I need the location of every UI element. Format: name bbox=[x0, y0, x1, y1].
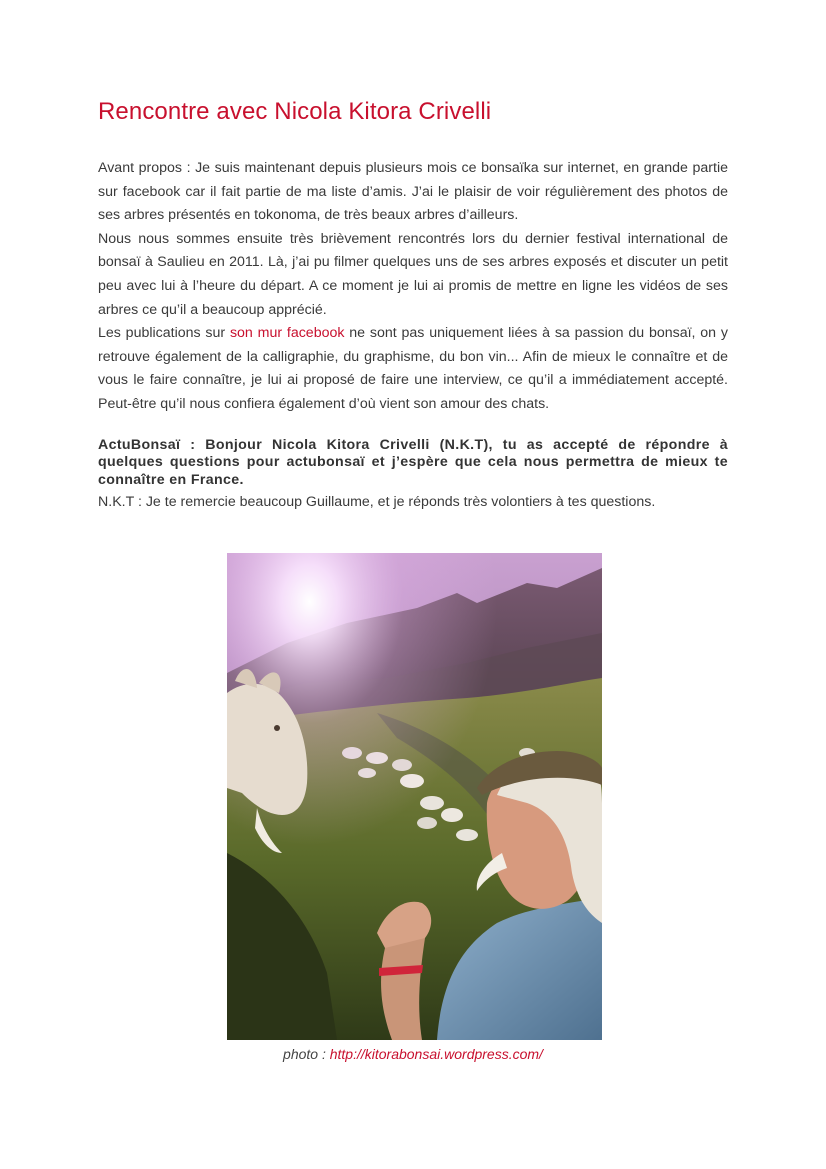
document-page bbox=[98, 94, 728, 513]
interview-answer: N.K.T : Je te remercie beaucoup Guillaume, et je réponds très volontiers à tes questions. bbox=[98, 494, 656, 511]
intro-paragraph-3 bbox=[98, 322, 728, 416]
photo-caption bbox=[0, 1044, 826, 1064]
interview-question: ActuBonsaï : Bonjour Nicola Kitora Crivelli (N.K.T), tu as accepté de répondre à quelques questions pour actubonsaï et j’espère que cela nous permettra de mieux te connaître en France. bbox=[98, 436, 728, 488]
intro-paragraph-3-start: Les publications sur bbox=[98, 325, 230, 342]
interview-photo bbox=[227, 553, 602, 1040]
intro-paragraph-1: Avant propos : Je suis maintenant depuis plusieurs mois ce bonsaïka sur internet, en grande partie sur facebook car il fait partie de ma liste d’amis. J’ai le plaisir de voir régulièrement des photos de ses arbres présentés en tokonoma, de très beaux arbres d’ailleurs. bbox=[98, 160, 728, 224]
intro-paragraph-3-end: ne sont pas uniquement liées à sa passion du bonsaï, on y retrouve également de la calligraphie, du graphisme, du bon vin... Afin de mieux le connaître et de vous le faire connaître, je lui ai proposé de faire une interview, ce qu’il a immédiatement accepté. Peut-être qu’il nous confiera également d’où vient son amour des chats. bbox=[98, 325, 728, 412]
facebook-wall-link[interactable]: son mur facebook bbox=[229, 325, 345, 342]
intro-section bbox=[98, 157, 728, 417]
intro-paragraph-2: Nous nous sommes ensuite très brièvement rencontrés lors du dernier festival international de bonsaï à Saulieu en 2011. Là, j’ai pu filmer quelques uns de ses arbres exposés et discuter un petit peu avec lui à l’heure du départ. A ce moment je lui ai promis de mettre en ligne les vidéos de ses arbres ce qu’il a beaucoup apprécié. bbox=[98, 230, 728, 318]
page-title: Rencontre avec Nicola Kitora Crivelli bbox=[98, 98, 492, 125]
caption-prefix: photo : bbox=[283, 1046, 330, 1062]
caption-link[interactable]: http://kitorabonsai.wordpress.com/ bbox=[329, 1046, 543, 1062]
